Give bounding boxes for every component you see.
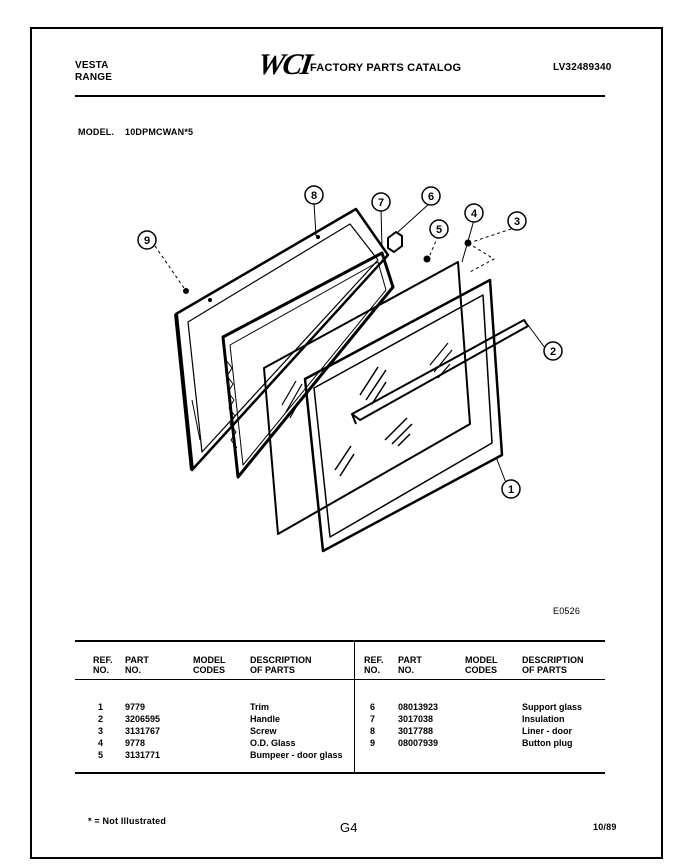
- table-row-ref: 7: [370, 714, 376, 724]
- header-part-no-right: PART NO.: [398, 655, 422, 675]
- table-row-desc: Handle: [250, 714, 281, 724]
- table-row-ref: 9: [370, 738, 376, 748]
- table-row-part: 08007939: [398, 738, 439, 748]
- header-ref-no-left: REF. NO.: [93, 655, 113, 675]
- callout-6-label: 6: [427, 191, 435, 203]
- support-glass-part: [388, 232, 402, 252]
- callout-4-label: 4: [470, 208, 478, 220]
- header-model-codes-right: MODEL CODES: [465, 655, 498, 675]
- model-line: MODEL. 10DPMCWAN*5: [78, 127, 194, 137]
- table-row-desc: Bumpeer - door glass: [250, 750, 343, 760]
- callout-3-label: 3: [513, 216, 521, 228]
- table-row-ref: 8: [370, 726, 376, 736]
- page-number: G4: [340, 820, 358, 835]
- table-bottom-rule: [75, 772, 605, 774]
- table-row-desc: Liner - door: [522, 726, 572, 736]
- table-row-desc: Insulation: [522, 714, 565, 724]
- door-liner-part: [176, 209, 388, 470]
- header-model-codes-left: MODEL CODES: [193, 655, 226, 675]
- trim-frame-part: [305, 280, 502, 551]
- model-label: MODEL: [78, 127, 112, 137]
- table-row-desc: Button plug: [522, 738, 573, 748]
- catalog-title: FACTORY PARTS CATALOG: [310, 62, 462, 74]
- screw-part: [465, 240, 494, 273]
- table-row-ref: 4: [98, 738, 104, 748]
- button-plug-part: [184, 236, 320, 302]
- header-ref-no-right: REF. NO.: [364, 655, 384, 675]
- revision-date: 10/89: [593, 822, 617, 832]
- figure-code: E0526: [553, 606, 581, 616]
- table-header-rule: [75, 679, 605, 680]
- table-row-part: 3017788: [398, 726, 434, 736]
- table-row-part: 9778: [125, 738, 146, 748]
- brand-line-2: RANGE: [75, 72, 113, 83]
- table-row-part: 3131771: [125, 750, 161, 760]
- model-number: 10DPMCWAN*5: [125, 127, 194, 137]
- table-row-ref: 2: [98, 714, 104, 724]
- table-row-desc: Support glass: [522, 702, 583, 712]
- table-row-desc: Trim: [250, 702, 270, 712]
- table-row-desc: Screw: [250, 726, 277, 736]
- table-top-rule: [75, 640, 605, 642]
- table-row-part: 3131767: [125, 726, 161, 736]
- header-part-no-left: PART NO.: [125, 655, 149, 675]
- bumper-part: [424, 256, 430, 262]
- table-row-ref: 3: [98, 726, 104, 736]
- insulation-part: [223, 253, 393, 477]
- header-description-right: DESCRIPTION OF PARTS: [522, 655, 584, 675]
- brand-line-1: VESTA: [75, 60, 109, 71]
- handle-part: [352, 320, 528, 424]
- table-row-ref: 1: [98, 702, 104, 712]
- table-row-part: 3017038: [398, 714, 434, 724]
- header-description-left: DESCRIPTION OF PARTS: [250, 655, 312, 675]
- callout-5-label: 5: [435, 224, 443, 236]
- callout-8-label: 8: [310, 190, 318, 202]
- catalog-number: LV32489340: [553, 62, 612, 73]
- table-row-ref: 6: [370, 702, 376, 712]
- table-row-part: 9779: [125, 702, 146, 712]
- callout-9-label: 9: [143, 235, 151, 247]
- callout-1-label: 1: [507, 484, 515, 496]
- not-illustrated-footnote: * = Not Illustrated: [88, 816, 167, 826]
- callout-7-label: 7: [377, 197, 385, 209]
- table-row-desc: O.D. Glass: [250, 738, 296, 748]
- wci-logo: WCI: [255, 48, 313, 81]
- table-row-part: 3206595: [125, 714, 161, 724]
- table-divider: [354, 640, 355, 772]
- callout-2-label: 2: [549, 346, 557, 358]
- table-row-part: 08013923: [398, 702, 439, 712]
- table-row-ref: 5: [98, 750, 104, 760]
